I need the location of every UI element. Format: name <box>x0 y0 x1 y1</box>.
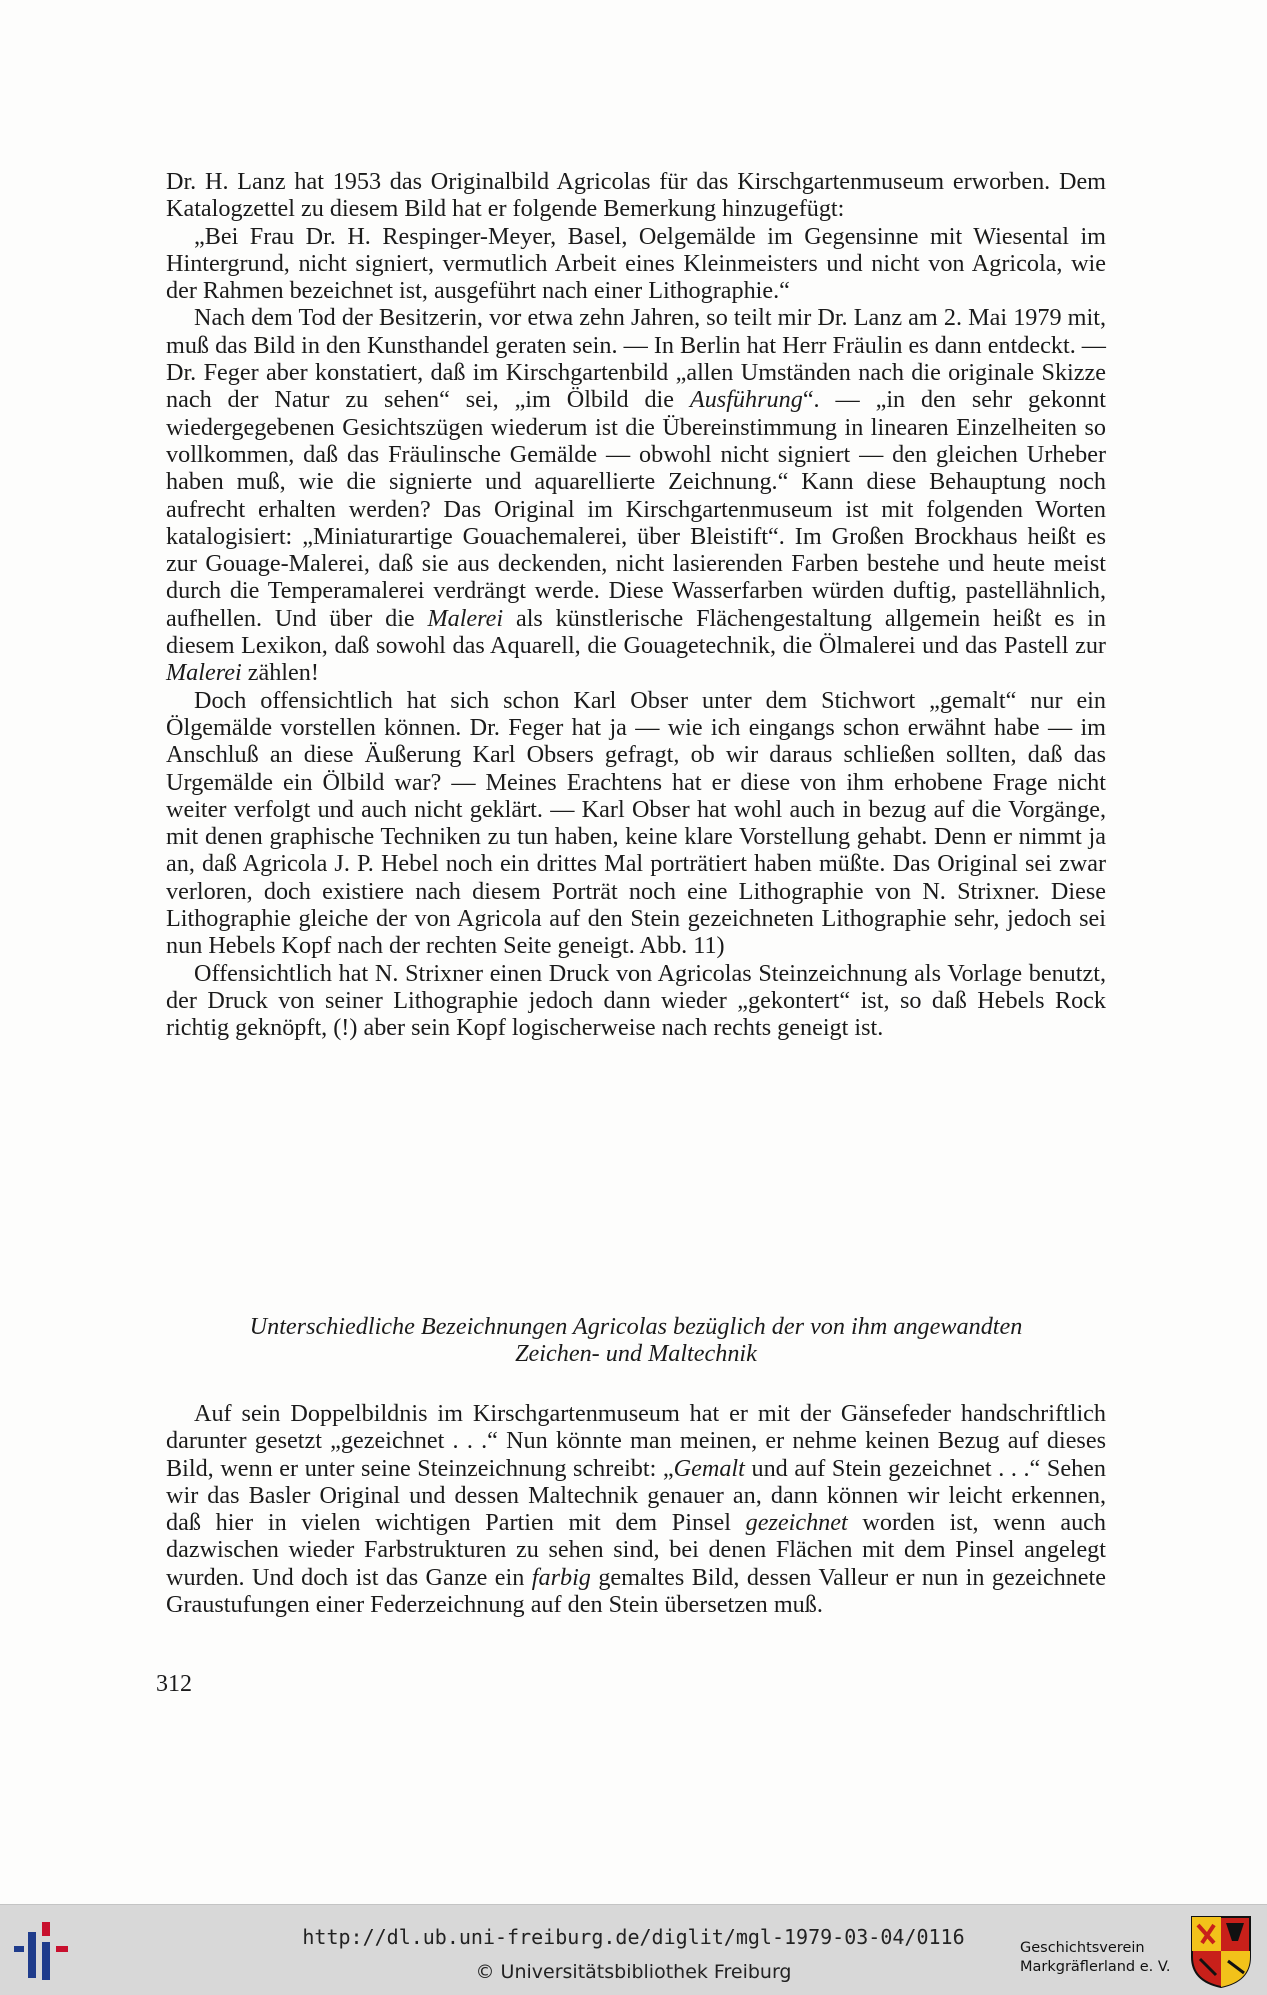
text-run: gemaltes Bild, dessen Valleur er nun in gezeichnete Graustufungen einer Federzeichnung auf den Stein übersetzen muß. <box>166 1563 1106 1619</box>
text-run: Offensichtlich hat N. Strixner einen Druck von Agricolas Steinzeichnung als Vorlage benutzt, der Druck von seiner Lithographie jedoch dann wieder „gekontert“ ist, so daß Hebels Rock richtig geknöpft, (!) aber sein Kopf logischerweise nach rechts geneigt ist. <box>166 959 1106 1042</box>
text-run: Doch offensichtlich hat sich schon Karl Obser unter dem Stichwort „gemalt“ nur ein Ölgemälde vorstellen können. Dr. Feger hat ja — wie ich eingangs schon erwähnt habe — im Anschluß an diese Äußerung Karl Obsers gefragt, ob wir daraus schließen sollten, daß das Urgemälde ein Ölbild war? — Meines Erachtens hat er diese von ihm erhobene Frage nicht weiter verfolgt und auch nicht geklärt. — Karl Obser hat wohl auch in bezug auf die Vorgänge, mit denen graphische Techniken zu tun haben, keine klare Vorstellung gehabt. Denn er nimmt ja an, daß Agricola J. P. Hebel noch ein drittes Mal porträtiert haben müßte. Das Original sei zwar verloren, doch existiere nach diesem Porträt noch eine Lithographie von N. Strixner. Diese Lithographie gleiche der von Agricola auf den Stein gezeichneten Lithographie sehr, jedoch sei nun Hebels Kopf nach der rechten Seite geneigt. Abb. 11) <box>166 686 1106 960</box>
italic-text: gezeichnet <box>745 1509 848 1537</box>
paragraph <box>166 168 1106 223</box>
section-heading-line-1: Unterschiedliche Bezeichnungen Agricolas bezüglich der von ihm angewandten <box>249 1313 1023 1340</box>
paragraph <box>166 304 1106 686</box>
permalink-url[interactable]: http://dl.ub.uni-freiburg.de/diglit/mgl-1979-03-04/0116 <box>302 1925 965 1949</box>
italic-text: farbig <box>531 1563 591 1591</box>
section-heading <box>166 1313 1106 1368</box>
publisher-line-1: Geschichtsverein <box>1020 1940 1145 1956</box>
viewer-footer <box>0 1904 1267 1995</box>
italic-text: Ausführung <box>689 386 803 414</box>
section-heading-line-2: Zeichen- und Maltechnik <box>515 1340 757 1368</box>
italic-text: Gemalt <box>673 1454 745 1482</box>
text-run: Auf sein Doppelbildnis im Kirschgartenmuseum hat er mit der Gänsefeder handschriftlich darunter gesetzt „gezeichnet . . .“ Nun könnte man meinen, er nehme keinen Bezug auf dieses Bild, wenn er unter seine Steinzeichnung schreibt: „ <box>166 1400 1106 1482</box>
body-text-top <box>166 168 1106 1042</box>
publisher-name <box>1020 1939 1190 1977</box>
page-number: 312 <box>156 1671 192 1697</box>
text-run: „Bei Frau Dr. H. Respinger-Meyer, Basel, Oelgemälde im Gegensinne mit Wiesental im Hintergrund, nicht signiert, vermutlich Arbeit eines Kleinmeisters und nicht von Agricola, wie der Rahmen bezeichnet ist, ausgeführt nach einer Lithographie.“ <box>166 222 1106 305</box>
text-run: Nach dem Tod der Besitzerin, vor etwa zehn Jahren, so teilt mir Dr. Lanz am 2. Mai 1979 mit, muß das Bild in den Kunsthandel geraten sein. — In Berlin hat Herr Fräulin es dann entdeckt. — Dr. Feger aber konstatiert, daß im Kirschgartenbild „allen Umständen nach die originale Skizze nach der Natur zu sehen“ sei, „im Ölbild die <box>166 304 1106 414</box>
text-run: zählen! <box>241 659 319 687</box>
paragraph <box>166 1400 1106 1618</box>
text-run: worden ist, wenn auch dazwischen wieder Farbstrukturen zu sehen sind, bei denen Flächen mit dem Pinsel angelegt wurden. Und doch ist das Ganze ein <box>166 1509 1106 1591</box>
text-run: und auf Stein gezeichnet . . .“ Sehen wir das Basler Original und dessen Maltechnik genauer an, dann können wir leicht erkennen, daß hier in vielen wichtigen Partien mit dem Pinsel <box>166 1454 1106 1537</box>
italic-text: Malerei <box>427 604 504 632</box>
coat-of-arms-icon[interactable] <box>1188 1913 1254 1989</box>
paragraph <box>166 960 1106 1042</box>
paragraph <box>166 223 1106 305</box>
body-text-bottom <box>166 1400 1106 1618</box>
copyright-notice: © Universitätsbibliothek Freiburg <box>475 1961 792 1983</box>
text-run: als künstlerische Flächengestaltung allgemein heißt es in diesem Lexikon, daß sowohl das Aquarell, die Gouagetechnik, die Ölmalerei und das Pastell zur <box>166 604 1106 660</box>
text-run: Dr. H. Lanz hat 1953 das Originalbild Agricolas für das Kirschgartenmuseum erworben. Dem Katalogzettel zu diesem Bild hat er folgende Bemerkung hinzugefügt: <box>166 168 1106 223</box>
text-run: “. — „in den sehr gekonnt wiedergegebenen Gesichtszügen wiederum ist die Übereinstimmung in linearen Einzelheiten so vollkommen, daß das Fräulinsche Gemälde — obwohl nicht signiert — den gleichen Urheber haben muß, wie die signierte und aquarellierte Zeichnung.“ Kann diese Behauptung noch aufrecht erhalten werden? Das Original im Kirschgartenmuseum ist mit folgenden Worten katalogisiert: „Miniaturartige Gouachemalerei, über Bleistift“. Im Großen Brockhaus heißt es zur Gouage-Malerei, daß sie aus deckenden, nicht lasierenden Farben bestehe und heute meist durch die Temperamalerei verdrängt werde. Diese Wasserfarben würden duftig, pastellähnlich, aufhellen. Und über die <box>166 386 1106 632</box>
publisher-line-2: Markgräflerland e. V. <box>1020 1959 1171 1975</box>
italic-text: Malerei <box>166 659 242 687</box>
paragraph <box>166 687 1106 960</box>
